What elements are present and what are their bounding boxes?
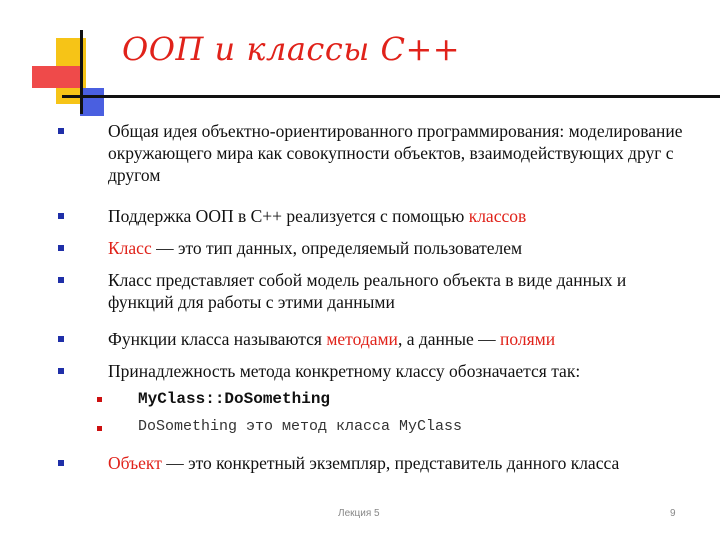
code-dosomething-description: DoSomething это метод класса MyClass [138, 418, 463, 435]
bullet-icon [58, 368, 64, 374]
sub-bullet-icon [97, 397, 102, 402]
bullet-text-oop-idea: Общая идея объектно-ориентированного программирования: моделирование окружающего мира как совокупности объектов, взаимодействующих друг с другом [108, 121, 683, 185]
decor-red-block [32, 66, 80, 88]
footer-lecture: Лекция 5 [338, 508, 380, 519]
bullet-icon [58, 336, 64, 342]
highlight-span: Класс [108, 238, 152, 258]
decor-blue-block [80, 88, 104, 116]
highlight-span: Объект [108, 453, 162, 473]
bullet-icon [58, 460, 64, 466]
bullet-icon [58, 213, 64, 219]
highlight-span: классов [468, 206, 527, 226]
bullet-text-class-model: Класс представляет собой модель реального объекта в виде данных и функций для работы с этими данными [108, 270, 627, 312]
code-myclass-dosomething: MyClass::DoSomething [138, 390, 331, 408]
highlight-span: полями [500, 329, 556, 349]
bullet-text-methods-fields [108, 328, 693, 350]
bullet-icon [58, 128, 64, 134]
text-span: Поддержка ООП в С++ реализуется с помощью [108, 206, 469, 226]
bullet-text-method-membership: Принадлежность метода конкретному классу обозначается так: [108, 361, 581, 381]
decor-horizontal-line [62, 95, 720, 98]
text-span: , а данные — [397, 329, 501, 349]
text-span: — это конкретный экземпляр, представитель данного класса [161, 453, 620, 473]
highlight-span: методами [326, 329, 398, 349]
footer-page-number: 9 [670, 508, 676, 519]
bullet-icon [58, 245, 64, 251]
bullet-text-oop-support [108, 205, 693, 227]
bullet-icon [58, 277, 64, 283]
slide-title: ООП и классы С++ [122, 30, 461, 68]
text-span: Функции класса называются [108, 329, 327, 349]
decor-vertical-line [80, 30, 83, 114]
bullet-text-object-def [108, 452, 693, 474]
text-span: — это тип данных, определяемый пользователем [151, 238, 523, 258]
bullet-text-class-def [108, 237, 693, 259]
sub-bullet-icon [97, 426, 102, 431]
